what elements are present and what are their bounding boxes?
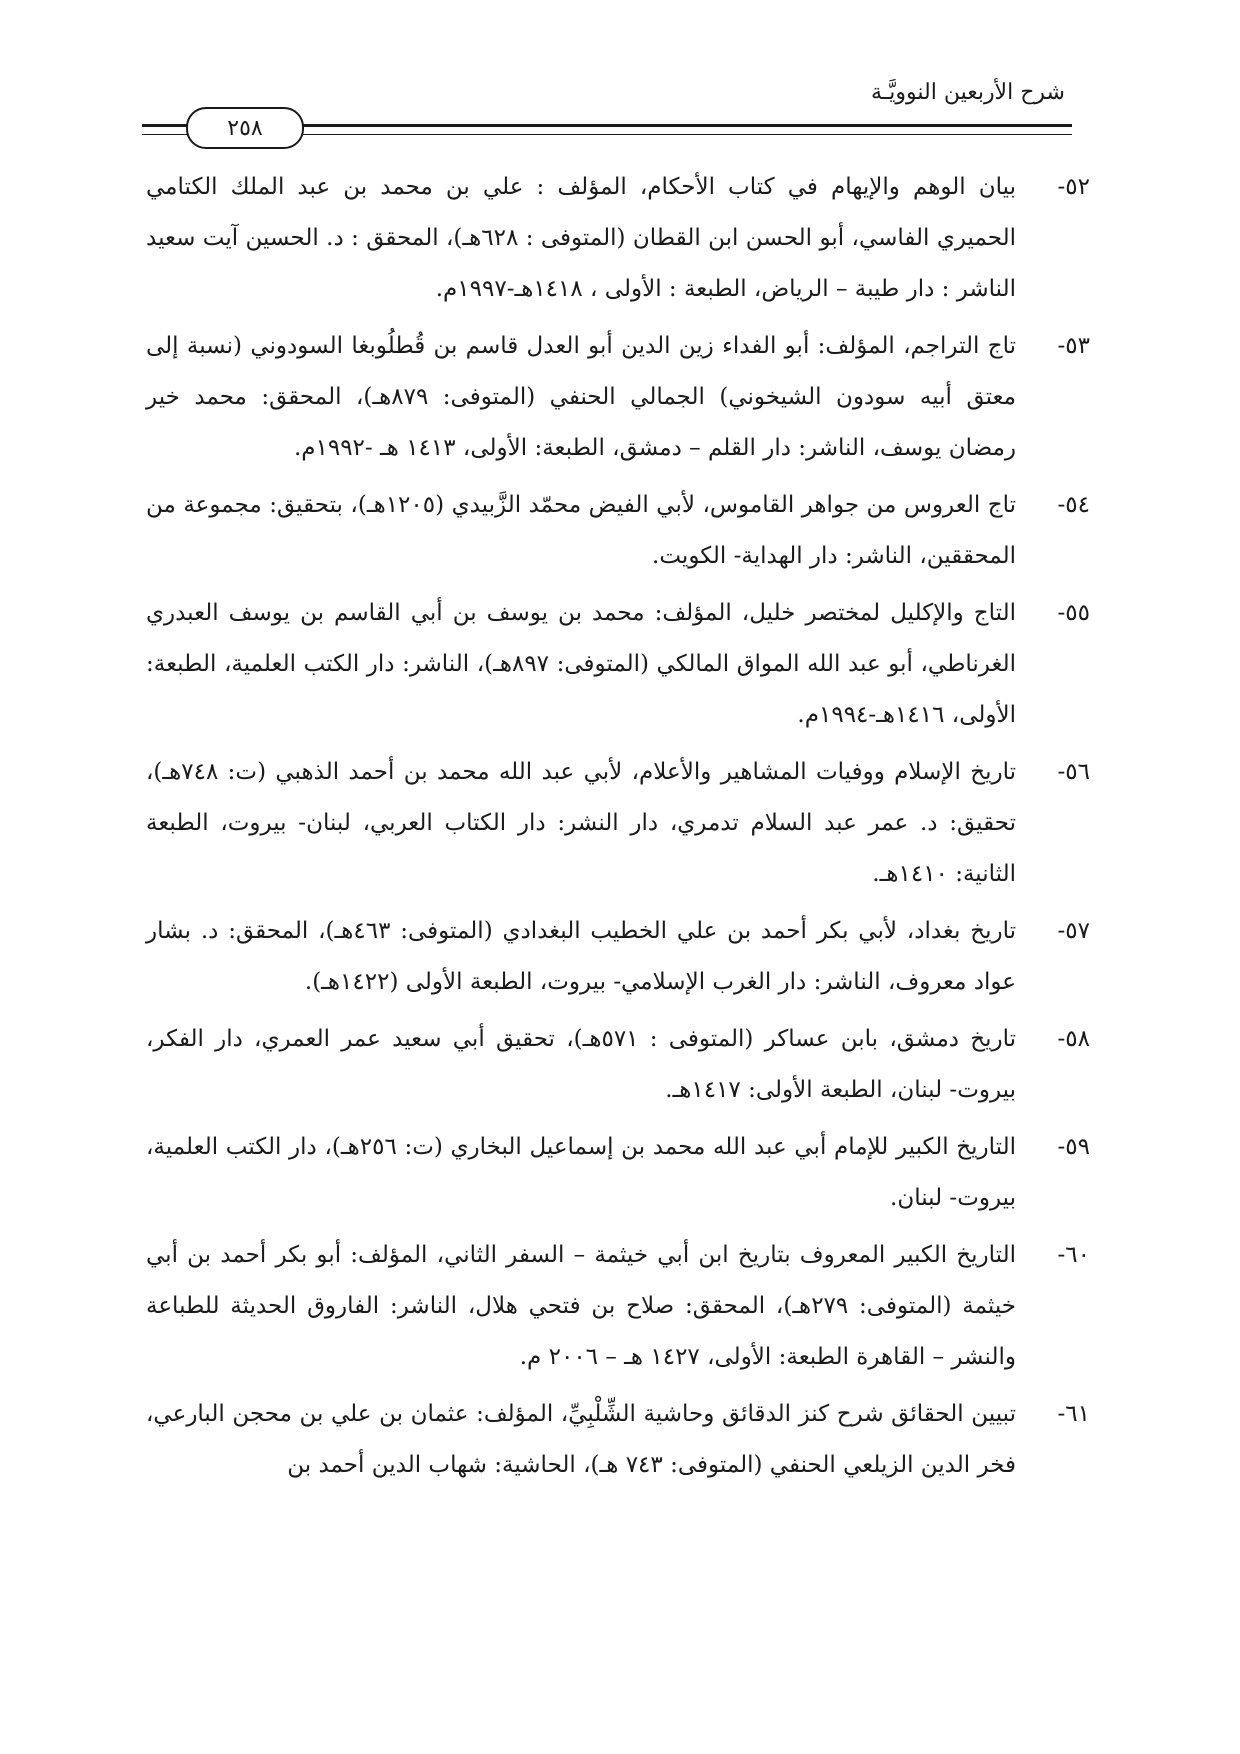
entry-text: تاج العروس من جواهر القاموس، لأبي الفيض محمّد الزَّبيدي (١٢٠٥هـ)، بتحقيق: مجموعة من المحققين، الناشر: دار الهداية- الكويت. (146, 492, 1017, 569)
entry-text: تبيين الحقائق شرح كنز الدقائق وحاشية الشِّلْبِيِّ، المؤلف: عثمان بن علي بن محجن البارعي، فخر الدين الزيلعي الحنفي (المتوفى: ٧٤٣ هـ)، الحاشية: شهاب الدين أحمد بن (146, 1401, 1016, 1478)
bibliography-entry (146, 747, 1090, 900)
entry-number: ٥٢- (1057, 174, 1090, 200)
page-number-badge (186, 107, 304, 149)
running-title: شرح الأربعين النوويَّـة (871, 80, 1065, 105)
entry-number: ٥٩- (1057, 1134, 1090, 1160)
entry-number: ٥٣- (1057, 333, 1090, 359)
entry-text: التاريخ الكبير للإمام أبي عبد الله محمد بن إسماعيل البخاري (ت: ٢٥٦هـ)، دار الكتب العلمية، بيروت- لبنان. (146, 1134, 1016, 1211)
bibliography-entry (146, 1389, 1090, 1491)
entry-text: بيان الوهم والإيهام في كتاب الأحكام، المؤلف : علي بن محمد بن عبد الملك الكتامي الحميري الفاسي، أبو الحسن ابن القطان (المتوفى : ٦٢٨هـ)، المحقق : د. الحسين آيت سعيد الناشر : دار طيبة – الرياض، الطبعة : الأولى ، ١٤١٨هـ-١٩٩٧م. (146, 174, 1017, 302)
entry-number: ٥٨- (1057, 1026, 1090, 1052)
entry-text: تاج التراجم، المؤلف: أبو الفداء زين الدين أبو العدل قاسم بن قُطلُوبغا السودوني (نسبة إلى معتق أبيه سودون الشيخوني) الجمالي الحنفي (المتوفى: ٨٧٩هـ)، المحقق: محمد خير رمضان يوسف، الناشر: دار القلم – دمشق، الطبعة: الأولى، ١٤١٣ هـ -١٩٩٢م. (146, 333, 1016, 461)
bibliography-entry (146, 1230, 1090, 1383)
entry-text: تاريخ دمشق، بابن عساكر (المتوفى : ٥٧١هـ)، تحقيق أبي سعيد عمر العمري، دار الفكر، بيروت- لبنان، الطبعة الأولى: ١٤١٧هـ. (146, 1026, 1016, 1103)
entry-text: التاريخ الكبير المعروف بتاريخ ابن أبي خيثمة – السفر الثاني، المؤلف: أبو بكر أحمد بن أبي خيثمة (المتوفى: ٢٧٩هـ)، المحقق: صلاح بن فتحي هلال، الناشر: الفاروق الحديثة للطباعة والنشر – القاهرة الطبعة: الأولى، ١٤٢٧ هـ – ٢٠٠٦ م. (146, 1242, 1016, 1370)
entry-number: ٦١- (1057, 1401, 1090, 1427)
entry-number: ٥٧- (1057, 918, 1090, 944)
entry-number: ٥٦- (1057, 759, 1090, 785)
entry-text: تاريخ الإسلام ووفيات المشاهير والأعلام، لأبي عبد الله محمد بن أحمد الذهبي (ت: ٧٤٨هـ)، تحقيق: د. عمر عبد السلام تدمري، دار النشر: دار الكتاب العربي، لبنان- بيروت، الطبعة الثانية: ١٤١٠هـ. (146, 759, 1016, 887)
bibliography-entry (146, 162, 1090, 315)
entry-number: ٥٤- (1057, 492, 1090, 518)
bibliography-entry (146, 1014, 1090, 1116)
entry-number: ٥٥- (1057, 600, 1090, 626)
entry-text: التاج والإكليل لمختصر خليل، المؤلف: محمد بن يوسف بن أبي القاسم بن يوسف العبدري الغرناطي، أبو عبد الله المواق المالكي (المتوفى: ٨٩٧هـ)، الناشر: دار الكتب العلمية، الطبعة: الأولى، ١٤١٦هـ-١٩٩٤م. (146, 600, 1016, 728)
bibliography-entry (146, 906, 1090, 1008)
bibliography-entry (146, 480, 1090, 582)
bibliography-list (146, 162, 1090, 1497)
bibliography-entry (146, 588, 1090, 741)
entry-number: ٦٠- (1057, 1242, 1090, 1268)
entry-text: تاريخ بغداد، لأبي بكر أحمد بن علي الخطيب البغدادي (المتوفى: ٤٦٣هـ)، المحقق: د. بشار عواد معروف، الناشر: دار الغرب الإسلامي- بيروت، الطبعة الأولى (١٤٢٢هـ). (146, 918, 1016, 995)
bibliography-entry (146, 1122, 1090, 1224)
page-number: ٢٥٨ (227, 115, 263, 141)
bibliography-entry (146, 321, 1090, 474)
